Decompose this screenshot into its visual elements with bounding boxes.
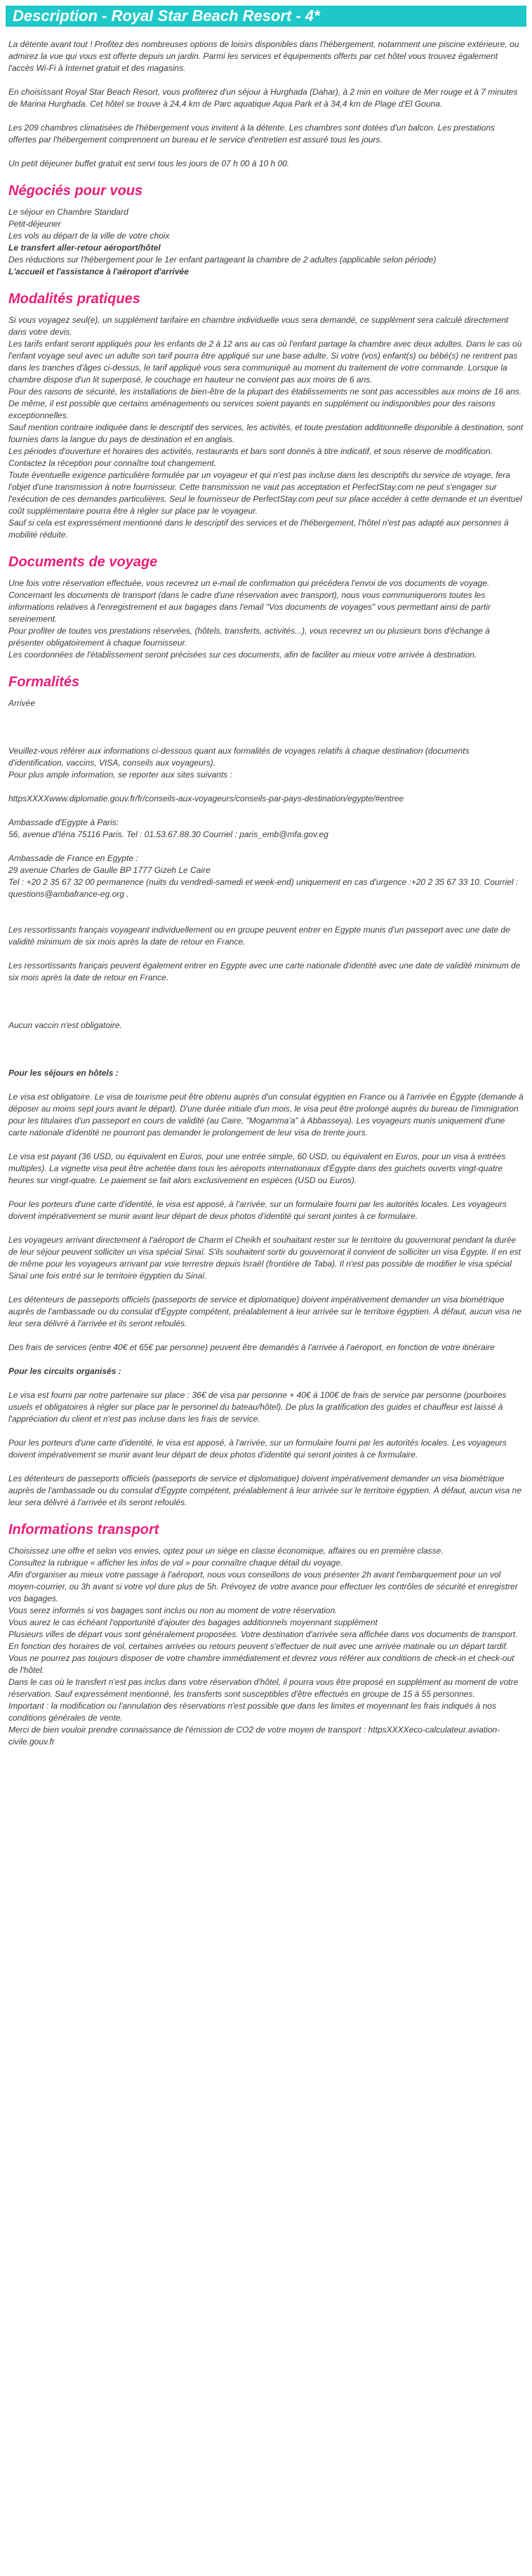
ambassade-france-line: 29 avenue Charles de Gaulle BP 1777 Gizeh Le Caire bbox=[8, 865, 211, 875]
transport-line: Dans le cas où le transfert n'est pas inclus dans votre réservation d'hôtel, il pourra vous être proposé en supplément au moment de votre réservation. Sauf expressément mentionné, les transferts sont susceptibles d'être effectués en groupe de 15 à 55 personnes. bbox=[8, 1677, 519, 1699]
circuits-paragraph: Les détenteurs de passeports officiels (passeports de service et diplomatique) doivent impérativement demander un visa biométrique auprès de l'ambassade ou du consulat d'Égypte compétent, préalablement à leur arrivée sur le territoire égyptien. À défaut, aucun visa ne leur sera délivré à l'arrivée et ils seront refoulés. bbox=[8, 1474, 522, 1507]
intro-paragraph: La détente avant tout ! Profitez des nombreuses options de loisirs disponibles dans l'hébergement, notamment une piscine extérieure, ou admirez la vue qui vous est offerte depuis un jardin. Parmi les services et équipements offerts par cet hôtel vous trouvez également l'accès Wi-Fi à Internet gratuit et des magasins. bbox=[8, 39, 519, 73]
ambassade-france-line: Ambassade de France en Egypte : bbox=[8, 853, 138, 863]
transport-line: Important : la modification ou l'annulation des réservations n'est possible que dans les limites et moyennant les frais indiqués à nos conditions générales de vente. bbox=[8, 1701, 496, 1723]
formalites-intro-line: Pour plus ample information, se reporter aux sites suivants : bbox=[8, 770, 232, 780]
description-banner bbox=[6, 6, 526, 27]
transport-line: Plusieurs villes de départ vous sont généralement proposées. Votre destination d'arrivée sera affichée dans vos documents de transport. bbox=[8, 1629, 518, 1639]
section-heading-negocies: Négociés pour vous bbox=[8, 183, 143, 199]
sejours-title: Pour les séjours en hôtels : bbox=[8, 1068, 119, 1078]
transport-line: En fonction des horaires de vol, certaines arrivées ou retours peuvent s'effectuer de nuit avec une arrivée matinale ou un départ tardif. Vous ne pourrez pas toujours disposer de votre chambre immédiatement et devrez vous référer aux conditions de check-in et check-out de l'hôtel. bbox=[8, 1641, 514, 1675]
transport-line: Choisissez une offre et selon vos envies, optez pour un siège en classe économique, affaires ou en première classe. bbox=[8, 1546, 444, 1556]
section-heading-transport: Informations transport bbox=[8, 1522, 159, 1537]
ambassade-france-line: Tel : +20 2 35 67 32 00 permanence (nuits du vendredi-samedi et week-end) uniquement en cas d'urgence :+20 2 35 67 33 10. Courriel : questions@ambafrance-eg.org . bbox=[8, 877, 519, 899]
sejours-paragraph: Le visa est payant (36 USD, ou équivalent en Euros, pour une entrée simple, 60 USD, ou équivalent en Euros, pour un visa à entrées multiples). La vignette visa peut être achetée dans tous les aéroports internationaux d'Égypte dans des guichets ouverts vingt-quatre heures sur vingt-quatre. Le paiement se fait alors exclusivement en espèces (USD ou Euros). bbox=[8, 1152, 506, 1185]
modalites-line: Toute éventuelle exigence particulière formulée par un voyageur et qui n'est pas incluse dans les descriptifs du service de voyage, fera l'objet d'une transmission à notre fournisseur. Cette transmission ne vaut pas acceptation et PerfectStay.com ne peut s'engager sur l'exécution de ces demandes particulières. Seul le fournisseur de PerfectStay.com peut sur place accéder à cette demande et un éventuel coût supplémentaire pourra être à régler sur place par le voyageur. bbox=[8, 470, 522, 516]
section-heading-formalites: Formalités bbox=[8, 674, 80, 690]
negocies-line: Les vols au départ de la ville de votre choix bbox=[8, 231, 170, 241]
intro-paragraph: En choisissant Royal Star Beach Resort, vous profiterez d'un séjour à Hurghada (Dahar), à 2 min en voiture de Mer rouge et à 7 minutes de Marina Hurghada. Cet hôtel se trouve à 24,4 km de Parc aquatique Aqua Park et à 34,4 km de Plage d'El Gouna. bbox=[8, 87, 518, 109]
circuits-title: Pour les circuits organisés : bbox=[8, 1366, 121, 1376]
banner-title: Description - Royal Star Beach Resort - 4* bbox=[13, 7, 320, 25]
section-heading-modalites: Modalités pratiques bbox=[8, 291, 140, 307]
documents-line: Une fois votre réservation effectuée, vous recevrez un e-mail de confirmation qui précédera l'envoi de vos documents de voyage. bbox=[8, 578, 490, 588]
sejours-paragraph: Les détenteurs de passeports officiels (passeports de service et diplomatique) doivent impérativement demander un visa biométrique auprès de l'ambassade ou du consulat d'Égypte compétent, préalablement à leur arrivée sur le territoire égyptien. À défaut, aucun visa ne leur sera délivré à l'arrivée et ils seront refoulés. bbox=[8, 1295, 522, 1328]
documents-line: Concernant les documents de transport (dans le cadre d'une réservation avec transport), nous vous communiquerons toutes les informations relatives à l'enregistrement et aux bagages dans l'email "Vos documents de voyages" vous permettant ainsi de partir sereinement. bbox=[8, 590, 491, 624]
transport-line: Vous serez informés si vos bagages sont inclus ou non au moment de votre réservation. bbox=[8, 1606, 338, 1615]
diplomatie-link[interactable]: httpsXXXXwww.diplomatie.gouv.fr/fr/conseils-aux-voyageurs/conseils-par-pays-destination/egypte/#entree bbox=[8, 794, 404, 803]
sejours-paragraph: Des frais de services (entre 40€ et 65€ par personne) peuvent être demandés à l'arrivée à l'aéroport, en fonction de votre itinéraire bbox=[8, 1342, 495, 1352]
sejours-paragraph: Le visa est obligatoire. Le visa de tourisme peut être obtenu auprès d'un consulat égyptien en France ou à l'arrivée en Égypte (demande à déposer au moins sept jours avant le départ). D'une durée initiale d'un mois, le visa peut être prolongé auprès du bureau de l'immigration pour les titulaires d'un passeport en cours de validité (au Caire, "Mogamma'a" à Abbasseya). Les voyageurs munis uniquement d'une carte nationale d'identité ne pourront pas demander le prolongement de leur visa de trente jours. bbox=[8, 1092, 524, 1137]
modalites-line: Pour des raisons de sécurité, les installations de bien-être de la plupart des établissements ne sont pas accessibles aux moins de 16 ans. De même, il est possible que certains aménagements ou services soient payants en supplément ou indisponibles pour des raisons exceptionnelles. bbox=[8, 387, 522, 420]
negocies-line: L'accueil et l'assistance à l'aéroport d'arrivée bbox=[8, 267, 189, 276]
sejours-paragraph: Les voyageurs arrivant directement à l'aéroport de Charm el Cheikh et souhaitant rester sur le territoire du gouvernorat pendant la durée de leur séjour peuvent solliciter un visa spécial Sinaï. S'ils souhaitent sortir du gouvernorat il convient de solliciter un visa Égypte. Il en est de même pour les voyageurs arrivant par voie terrestre depuis Israël (frontière de Taba). Il n'est pas possible de modifier le visa spécial Sinaï une fois entré sur le territoire égyptien du Sinaï. bbox=[8, 1235, 521, 1281]
transport-line: Merci de bien vouloir prendre connaissance de l'émission de CO2 de votre moyen de transport : httpsXXXXeco-calculateur.aviation-civile.gouv.fr bbox=[8, 1725, 500, 1747]
modalites-line: Si vous voyagez seul(e), un supplément tarifaire en chambre individuelle vous sera demandé, ce supplément sera calculé directement dans votre devis. bbox=[8, 315, 509, 337]
formalites-arrivee: Arrivée bbox=[8, 698, 36, 708]
intro-paragraph: Les 209 chambres climatisées de l'hébergement vous invitent à la détente. Les chambres sont dotées d'un balcon. Les prestations offertes par l'hébergement comprennent un bureau et le service d'entretien est assuré tous les jours. bbox=[8, 123, 495, 145]
negocies-line: Des réductions sur l'hébergement pour le 1er enfant partageant la chambre de 2 adultes (applicable selon période) bbox=[8, 255, 437, 265]
ambassade-egypte-line: 56, avenue d'Iéna 75116 Paris. Tel : 01.53.67.88.30 Courriel : paris_emb@mfa.gov.eg bbox=[8, 829, 328, 839]
intro-paragraph: Un petit déjeuner buffet gratuit est servi tous les jours de 07 h 00 à 10 h 00. bbox=[8, 159, 290, 168]
formalites-intro-line: Veuillez-vous référer aux informations ci-dessous quant aux formalités de voyages relatifs à chaque destination (documents d'identification, vaccins, VISA, conseils aux voyageurs). bbox=[8, 746, 470, 768]
negocies-line: Petit-déjeuner bbox=[8, 219, 61, 229]
modalites-line: Sauf si cela est expressément mentionné dans le descriptif des services et de l'hébergement, l'hôtel n'est pas adapté aux personnes à mobilité réduite. bbox=[8, 518, 509, 540]
circuits-paragraph: Pour les porteurs d'une carte d'identité, le visa est apposé, à l'arrivée, sur un formulaire fourni par les autorités locales. Les voyageurs doivent impérativement se munir avant leur départ de deux photos d'identité qui seront jointes à ce formulaire. bbox=[8, 1438, 507, 1460]
documents-line: Les coordonnées de l'établissement seront précisées sur ces documents, afin de faciliter au mieux votre arrivée à destination. bbox=[8, 650, 477, 660]
transport-line: Vous aurez le cas échéant l'opportunité d'ajouter des bagages additionnels moyennant supplément bbox=[8, 1617, 378, 1627]
negocies-line: Le transfert aller-retour aéroport/hôtel bbox=[8, 243, 161, 253]
sejours-paragraph: Pour les porteurs d'une carte d'identité, le visa est apposé, à l'arrivée, sur un formulaire fourni par les autorités locales. Les voyageurs doivent impérativement se munir avant leur départ de deux photos d'identité qui seront jointes à ce formulaire. bbox=[8, 1199, 507, 1221]
ambassade-egypte-line: Ambassade d'Egypte à Paris: bbox=[8, 817, 119, 827]
modalites-line: Les périodes d'ouverture et horaires des activités, restaurants et bars sont donnés à titre indicatif, et sous réserve de modification. Contactez la réception pour connaître tout changement. bbox=[8, 446, 493, 468]
ressortissants-passeport: Les ressortissants français voyageant individuellement ou en groupe peuvent entrer en Egypte munis d'un passeport avec une date de validité minimum de six mois après la date de retour en France. bbox=[8, 925, 510, 947]
ressortissants-cni: Les ressortissants français peuvent également entrer en Egypte avec une carte nationale d'identité avec une date de validité minimum de six mois après la date de retour en France. bbox=[8, 961, 521, 982]
transport-line: Afin d'organiser au mieux votre passage à l'aéroport, nous vous conseillons de vous présenter 2h avant l'embarquement pour un vol moyen-courrier, ou 3h avant si votre vol dure plus de 5h. Prévoyez de votre avance pour effectuer les contrôles de sécurité et enregistrer vos bagages. bbox=[8, 1570, 518, 1603]
vaccin-line: Aucun vaccin n'est obligatoire. bbox=[8, 1020, 122, 1030]
documents-line: Pour profiter de toutes vos prestations réservées, (hôtels, transferts, activités...), vous recevrez un ou plusieurs bons d'échange à présenter obligatoirement à chaque fournisseur. bbox=[8, 626, 490, 648]
section-heading-documents: Documents de voyage bbox=[8, 554, 158, 570]
content bbox=[0, 27, 532, 1748]
negocies-line: Le séjour en Chambre Standard bbox=[8, 207, 128, 217]
modalites-line: Les tarifs enfant seront appliqués pour les enfants de 2 à 12 ans au cas où l'enfant partage la chambre avec deux adultes. Dans le cas où l'enfant voyage seul avec un adulte son tarif pourra être appliqué sur une base adulte. Si votre (vos) enfant(s) ou bébé(s) ne rentrent pas dans les tranches d'âges ci-dessus, le tarif appliqué vous sera communiqué au moment du traitement de votre commande. Lorsque la chambre dispose d'un lit superposé, le couchage en hauteur ne convient pas aux moins de 6 ans. bbox=[8, 339, 522, 385]
transport-line: Consultez la rubrique « afficher les infos de vol » pour connaître chaque détail du voyage. bbox=[8, 1558, 343, 1568]
circuits-paragraph: Le visa est fourni par notre partenaire sur place : 36€ de visa par personne + 40€ à 100€ de frais de service par personne (pourboires usuels et obligatoires à régler sur place par le personnel du bateau/hôtel). De plus la gratification des guides et chauffeur est laissé à l'appréciation du client et n'est pas incluse dans les frais de service. bbox=[8, 1390, 507, 1424]
modalites-line: Sauf mention contraire indiquée dans le descriptif des services, les activités, et toute prestation additionnelle disponible à destination, sont fournies dans la langue du pays de destination et en anglais. bbox=[8, 422, 524, 444]
